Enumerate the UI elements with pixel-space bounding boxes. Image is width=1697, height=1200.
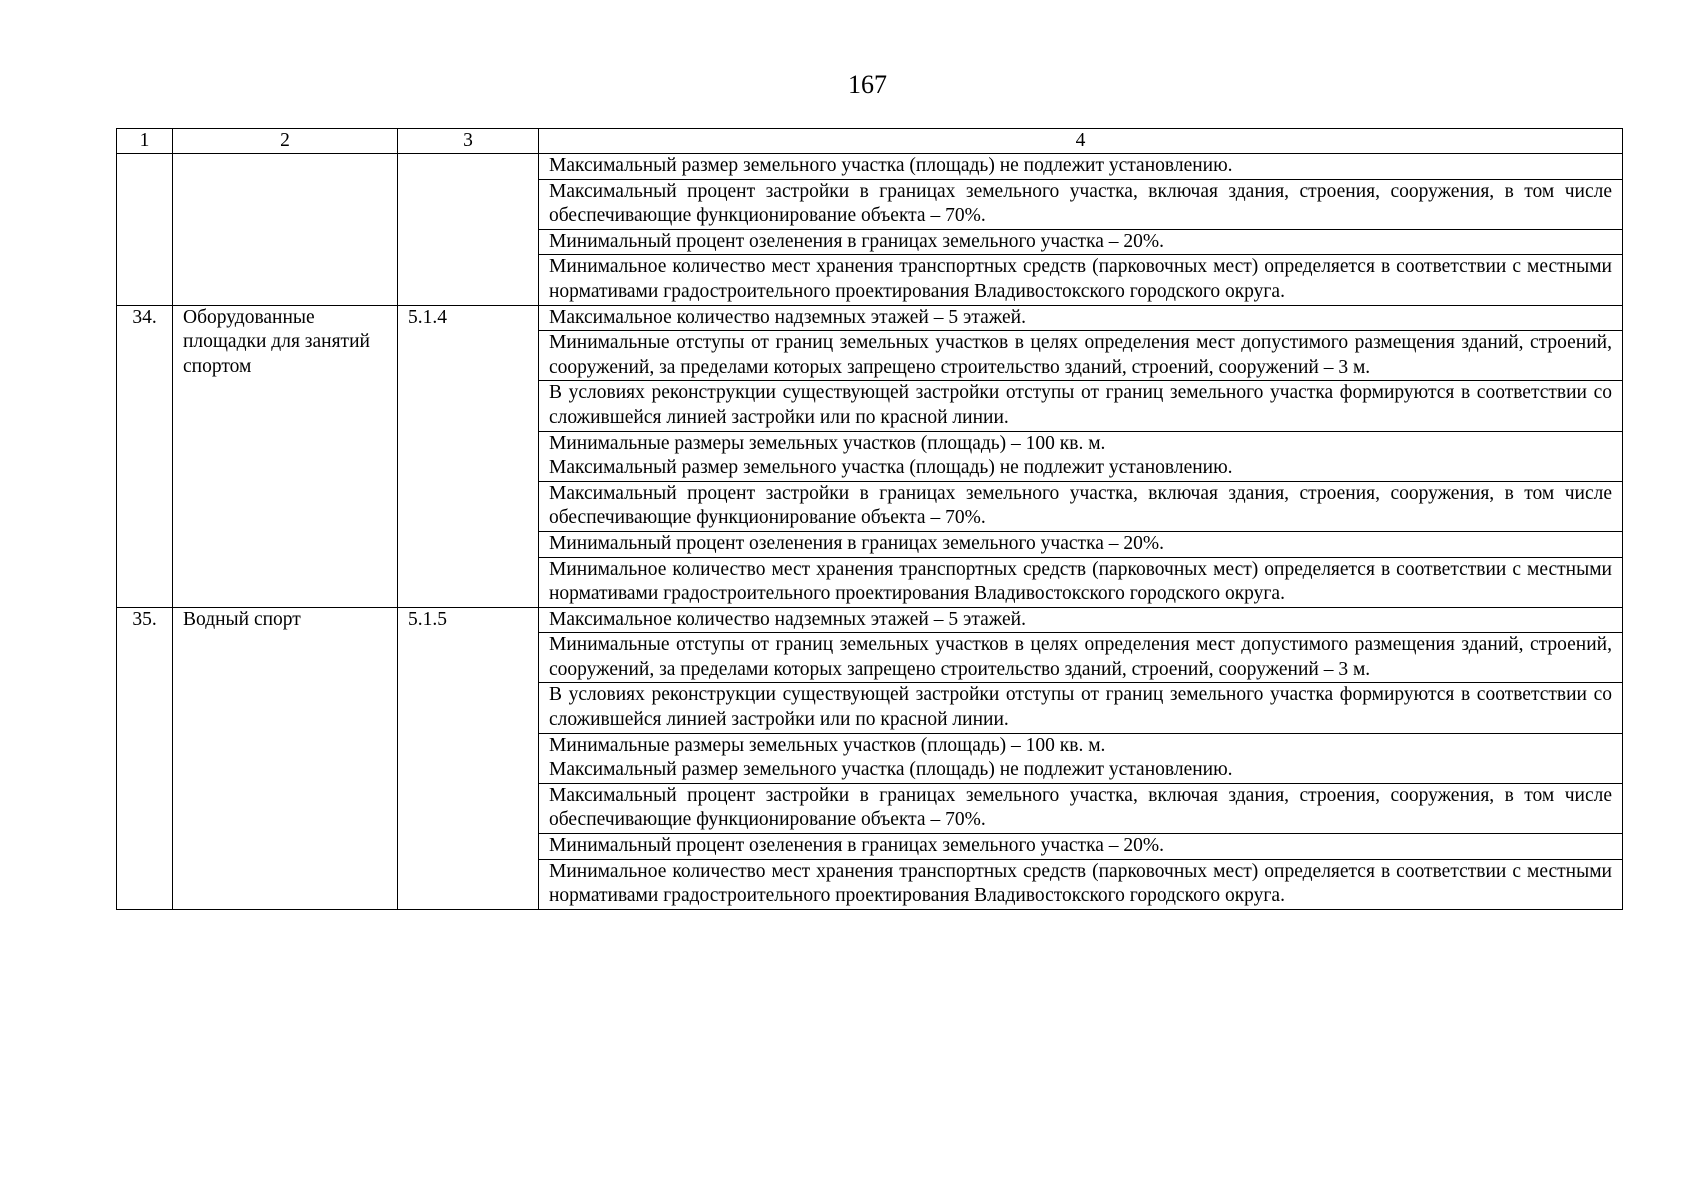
parameter-cell xyxy=(539,154,1623,180)
row-number-cell: 35. xyxy=(117,607,173,909)
table-row xyxy=(117,154,1623,180)
parameter-cell xyxy=(539,331,1623,381)
table-body xyxy=(117,129,1623,910)
parameter-text: Максимальный процент застройки в границах земельного участка, включая здания, строения, сооружения, в том числе обеспечивающие функционирование объекта – 70%. xyxy=(549,180,1612,227)
parameter-text: Максимальный процент застройки в границах земельного участка, включая здания, строения, сооружения, в том числе обеспечивающие функционирование объекта – 70%. xyxy=(549,482,1612,529)
parameter-cell xyxy=(539,733,1623,783)
parameter-cell xyxy=(539,381,1623,431)
row-number-cell: 34. xyxy=(117,305,173,607)
table-row xyxy=(117,607,1623,633)
use-name-cell: Водный спорт xyxy=(173,607,398,909)
row-number-cell xyxy=(117,154,173,306)
parameter-cell xyxy=(539,305,1623,331)
parameter-text: Минимальные отступы от границ земельных участков в целях определения мест допустимого размещения зданий, строений, сооружений, за пределами которых запрещено строительство зданий, строений, сооружений – 3 м. xyxy=(549,634,1612,680)
use-code-cell: 5.1.4 xyxy=(398,305,539,607)
parameter-cell xyxy=(539,633,1623,683)
parameter-text: Минимальные размеры земельных участков (площадь) – 100 кв. м. xyxy=(549,432,1106,454)
parameter-cell xyxy=(539,481,1623,531)
parameter-cell xyxy=(539,783,1623,833)
parameter-text: Минимальный процент озеленения в границах земельного участка – 20%. xyxy=(549,230,1165,252)
use-code-cell xyxy=(398,154,539,306)
column-number-1: 1 xyxy=(117,129,173,154)
use-name-cell: Оборудованные площадки для занятий спортом xyxy=(173,305,398,607)
parameter-text: В условиях реконструкции существующей застройки отступы от границ земельного участка формируются в соответствии со сложившейся линией застройки или по красной линии. xyxy=(549,684,1612,731)
parameter-text: Максимальное количество надземных этажей – 5 этажей. xyxy=(549,306,1026,328)
parameter-text: Минимальные размеры земельных участков (площадь) – 100 кв. м. xyxy=(549,734,1106,756)
parameter-text: Минимальный процент озеленения в границах земельного участка – 20%. xyxy=(549,835,1165,857)
parameter-cell xyxy=(539,255,1623,305)
parameter-cell xyxy=(539,531,1623,557)
parameter-cell xyxy=(539,179,1623,229)
table-row xyxy=(117,305,1623,331)
parameter-cell xyxy=(539,607,1623,633)
parameter-cell xyxy=(539,557,1623,607)
parameter-cell xyxy=(539,834,1623,860)
parameter-text: Минимальное количество мест хранения транспортных средств (парковочных мест) определяется в соответствии с местными нормативами градостроительного проектирования Владивостокского городского округа. xyxy=(549,558,1612,605)
parameter-text: Минимальное количество мест хранения транспортных средств (парковочных мест) определяется в соответствии с местными нормативами градостроительного проектирования Владивостокского городского округа. xyxy=(549,860,1612,907)
parameter-cell xyxy=(539,683,1623,733)
parameter-text: Максимальный размер земельного участка (площадь) не подлежит установлению. xyxy=(549,155,1233,176)
land-use-regulations-table xyxy=(116,128,1623,910)
parameter-text: Минимальное количество мест хранения транспортных средств (парковочных мест) определяется в соответствии с местными нормативами градостроительного проектирования Владивостокского городского округа. xyxy=(549,256,1612,302)
column-number-3: 3 xyxy=(398,129,539,154)
column-number-row xyxy=(117,129,1623,154)
parameter-cell xyxy=(539,431,1623,481)
parameter-text: В условиях реконструкции существующей застройки отступы от границ земельного участка формируются в соответствии со сложившейся линией застройки или по красной линии. xyxy=(549,382,1612,428)
column-number-4: 4 xyxy=(539,129,1623,154)
parameter-text: Минимальные отступы от границ земельных участков в целях определения мест допустимого размещения зданий, строений, сооружений, за пределами которых запрещено строительство зданий, строений, сооружений – 3 м. xyxy=(549,332,1612,378)
page-number: 167 xyxy=(848,70,887,99)
parameter-text: Максимальный размер земельного участка (площадь) не подлежит установлению. xyxy=(549,457,1233,479)
use-code-cell: 5.1.5 xyxy=(398,607,539,909)
parameter-text: Минимальный процент озеленения в границах земельного участка – 20%. xyxy=(549,532,1165,554)
parameter-text: Максимальное количество надземных этажей – 5 этажей. xyxy=(549,608,1026,630)
column-number-2: 2 xyxy=(173,129,398,154)
parameter-cell xyxy=(539,859,1623,909)
parameter-cell xyxy=(539,229,1623,255)
parameter-text: Максимальный процент застройки в границах земельного участка, включая здания, строения, сооружения, в том числе обеспечивающие функционирование объекта – 70%. xyxy=(549,784,1612,831)
use-name-cell xyxy=(173,154,398,306)
parameter-text: Максимальный размер земельного участка (площадь) не подлежит установлению. xyxy=(549,759,1233,781)
